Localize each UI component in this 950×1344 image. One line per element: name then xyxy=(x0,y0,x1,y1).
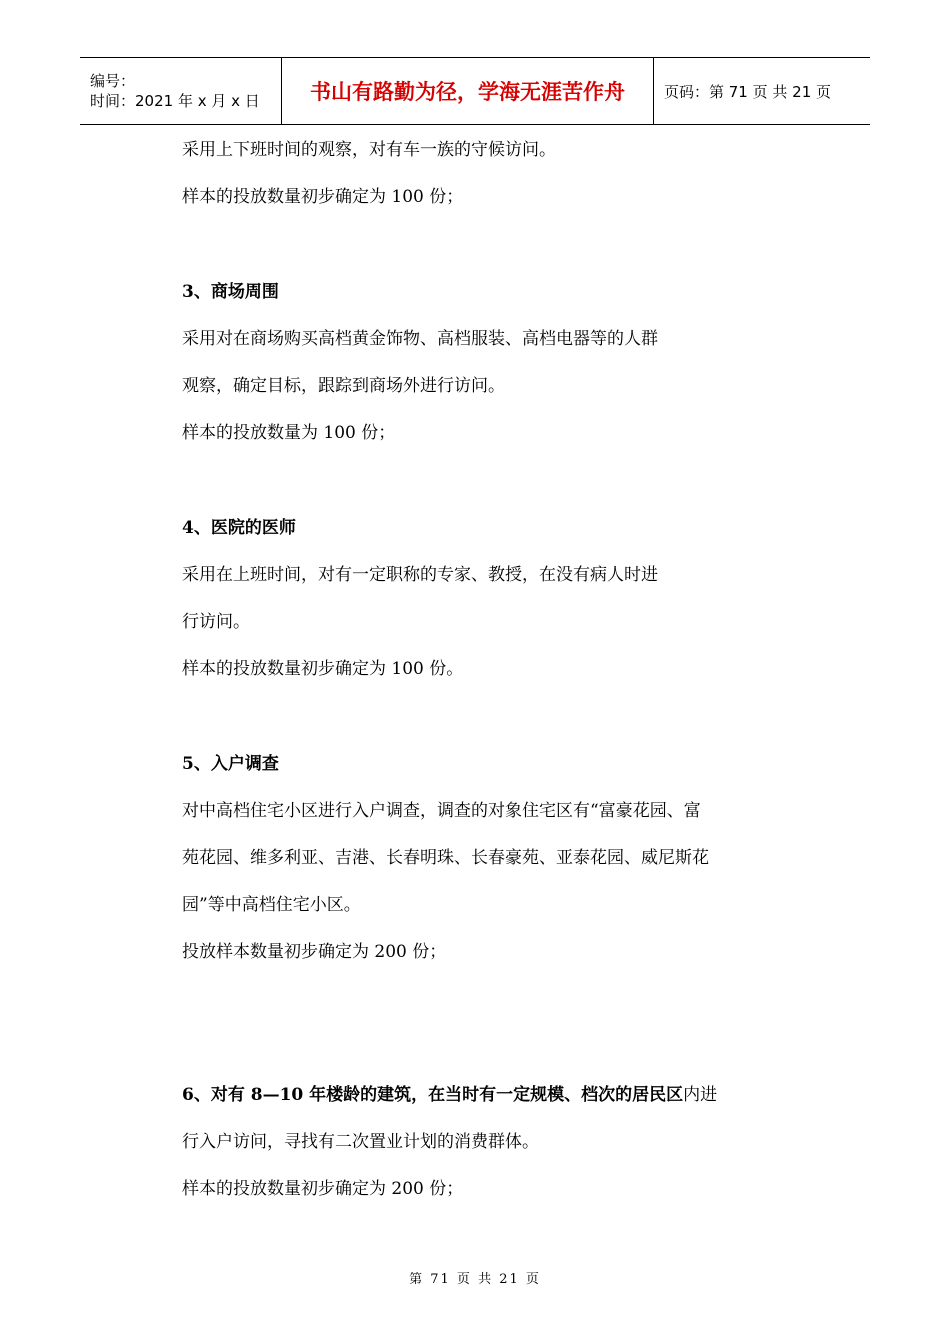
header-meta xyxy=(80,58,281,124)
header-page-info xyxy=(654,58,870,124)
paragraph: 对中高档住宅小区进行入户调查，调查的对象住宅区有“富豪花园、富 xyxy=(182,801,701,821)
section-heading: 5、入户调查 xyxy=(182,754,279,774)
paragraph: 样本的投放数量初步确定为 200 份； xyxy=(182,1179,464,1199)
paragraph: 观察，确定目标，跟踪到商场外进行访问。 xyxy=(182,376,505,396)
paragraph: 采用在上班时间，对有一定职称的专家、教授，在没有病人时进 xyxy=(182,565,658,585)
document-body xyxy=(182,138,822,1224)
page-header xyxy=(80,57,870,125)
heading-bold-part: 6、对有 8—10 年楼龄的建筑，在当时有一定规模、档次的居民区 xyxy=(182,1085,684,1105)
section-heading: 3、商场周围 xyxy=(182,282,279,302)
paragraph: 样本的投放数量初步确定为 100 份。 xyxy=(182,659,464,679)
heading-normal-part: 内进 xyxy=(683,1085,718,1105)
code-label: 编号： xyxy=(90,72,136,90)
header-motto xyxy=(281,58,654,124)
paragraph: 苑花园、维多利亚、吉港、长春明珠、长春豪苑、亚泰花园、威尼斯花 xyxy=(182,848,709,868)
page-info-text: 页码：第 71 页 共 21 页 xyxy=(664,82,832,101)
paragraph: 行访问。 xyxy=(182,612,250,632)
motto-text: 书山有路勤为径，学海无涯苦作舟 xyxy=(310,80,625,104)
paragraph: 采用对在商场购买高档黄金饰物、高档服装、高档电器等的人群 xyxy=(182,329,658,349)
paragraph: 采用上下班时间的观察，对有车一族的守候访问。 xyxy=(182,140,556,160)
paragraph: 投放样本数量初步确定为 200 份； xyxy=(182,942,447,962)
paragraph: 行入户访问，寻找有二次置业计划的消费群体。 xyxy=(182,1132,539,1152)
date-label: 时间：2021 年 x 月 x 日 xyxy=(90,92,260,110)
page-footer: 第 71 页 共 21 页 xyxy=(409,1272,541,1287)
paragraph: 园”等中高档住宅小区。 xyxy=(182,895,361,915)
paragraph: 样本的投放数量初步确定为 100 份； xyxy=(182,187,464,207)
paragraph: 样本的投放数量为 100 份； xyxy=(182,423,396,443)
section-heading-6 xyxy=(182,1083,822,1107)
section-heading: 4、医院的医师 xyxy=(182,518,296,538)
